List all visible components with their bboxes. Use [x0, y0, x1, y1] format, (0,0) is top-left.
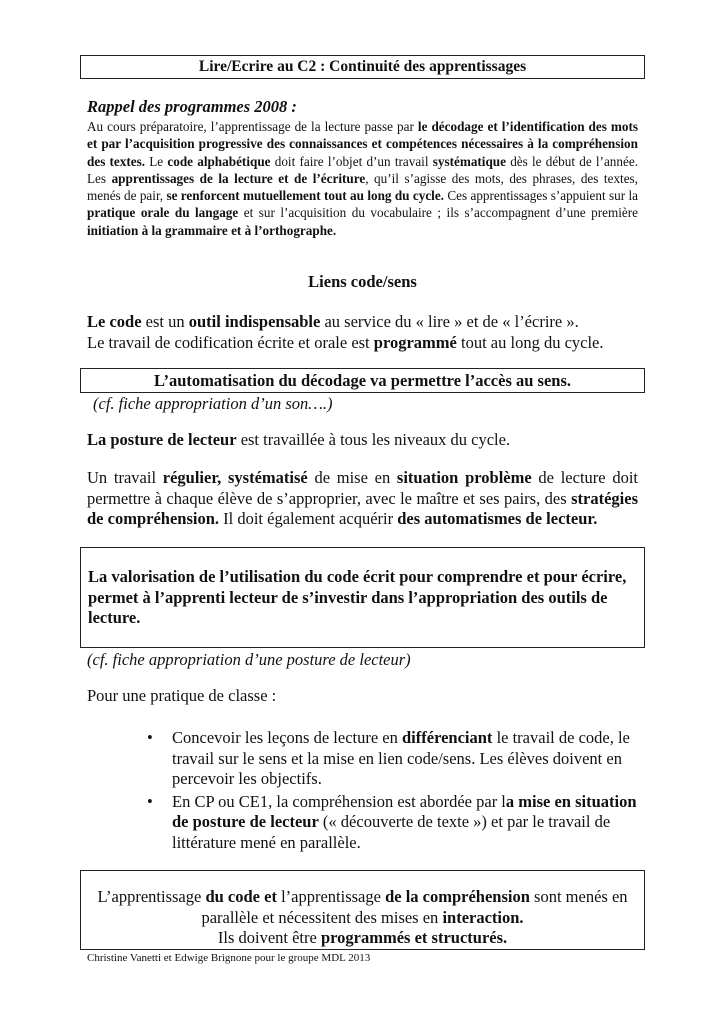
bold-text-run: du code et [205, 887, 277, 906]
bold-text-run: des automatismes de lecteur. [397, 509, 598, 528]
text-run: dès le début de l’année. Les [87, 153, 638, 186]
text-run: , qu’il s’agisse des mots, des phrases, des textes, menés de pair, [87, 170, 638, 204]
conclusion-box [80, 870, 645, 950]
bold-text-run: régulier, systématisé [162, 468, 308, 487]
code-line-2 [87, 333, 638, 354]
bold-text-run: initiation à la grammaire et à l’orthographe. [87, 222, 337, 238]
text-run: parallèle et nécessitent des mises en [201, 907, 443, 927]
list-item [147, 728, 642, 790]
cf-son-reference: (cf. fiche appropriation d’un son….) [93, 394, 333, 413]
footer-credit: Christine Vanetti et Edwige Brignone pour le groupe MDL 2013 [87, 952, 371, 964]
bold-text-run: le décodage et l’identification des mots et par l’acquisition progressive des connaissances et compétences nécessaires à la compréhension des textes. [87, 119, 638, 169]
text-run: au service du « lire » et de « l’écrire ». [320, 312, 579, 331]
list-item [147, 791, 642, 854]
bold-text-run: de la compréhension [385, 887, 530, 906]
valorisation-text: La valorisation de l’utilisation du code écrit pour comprendre et pour écrire, permet à l’apprenti lecteur de s’investir dans l’appropriation des outils de lecture. [88, 567, 627, 627]
rappel-paragraph [87, 118, 638, 239]
bold-text-run: situation problème [396, 468, 532, 487]
text-run: doit faire l’objet d’un travail [270, 153, 433, 169]
text-run: En CP ou CE1, la compréhension est abordée par l [172, 791, 506, 811]
liens-heading: Liens code/sens [308, 272, 417, 291]
cf-posture-reference: (cf. fiche appropriation d’une posture de lecteur) [87, 650, 411, 669]
text-run: est travaillée à tous les niveaux du cycle. [236, 430, 511, 449]
text-run: Ils doivent être [217, 928, 321, 947]
bold-text-run: programmé [373, 332, 457, 352]
bold-text-run: a mise en situation de posture de lecteur [172, 791, 637, 831]
rappel-heading: Rappel des programmes 2008 : [87, 97, 297, 116]
pratique-intro: Pour une pratique de classe : [87, 686, 277, 705]
text-run: L’apprentissage [97, 887, 206, 906]
bold-text-run: différenciant [402, 728, 493, 747]
text-run: est un [141, 312, 189, 331]
text-run: sont menés en [529, 887, 628, 906]
bold-text-run: pratique orale du langage [87, 205, 239, 221]
pratique-list [147, 728, 642, 855]
bold-text-run: stratégies de compréhension. [87, 488, 638, 528]
text-run: de mise en [307, 468, 397, 487]
bold-text-run: se renforcent mutuellement tout au long du cycle. [166, 188, 444, 204]
text-run: Un travail [87, 468, 163, 487]
text-run: le travail de code, le travail sur le sens et la mise en lien code/sens. Les élèves doivent en percevoir les objectifs. [172, 728, 630, 788]
text-run: Concevoir les leçons de lecture en [172, 728, 402, 747]
bold-text-run: interaction. [442, 907, 524, 927]
bold-text-run: code alphabétique [167, 153, 271, 169]
text-run: Le travail de codification écrite et orale est [87, 332, 374, 352]
conclusion-line-1 [81, 887, 644, 908]
bold-text-run: Le code [87, 312, 142, 331]
text-run: et sur l’acquisition du vocabulaire ; ils s’accompagnent d’une première [238, 205, 638, 221]
document-title: Lire/Ecrire au C2 : Continuité des apprentissages [80, 55, 645, 79]
bold-text-run: apprentissages de la lecture et de l’écriture [111, 170, 366, 186]
bold-text-run: La posture de lecteur [87, 430, 237, 449]
valorisation-box [80, 547, 645, 648]
list-item-text [172, 792, 637, 852]
text-run: Ces apprentissages s’appuient sur la [443, 188, 638, 204]
conclusion-line-2 [81, 908, 644, 929]
text-run: l’apprentissage [276, 887, 386, 906]
conclusion-line-3 [81, 928, 644, 949]
travail-paragraph [87, 468, 638, 530]
text-run: de lecture doit permettre à chaque élève de s’approprier, avec le maître et ses pairs, des [87, 468, 638, 508]
code-line-1 [87, 312, 638, 333]
bullet-icon: • [147, 791, 153, 811]
automatisation-box: L’automatisation du décodage va permettre l’accès au sens. [80, 368, 645, 393]
bold-text-run: programmés et structurés. [320, 928, 508, 947]
list-item-text [172, 728, 630, 788]
bold-text-run: outil indispensable [188, 312, 321, 331]
posture-paragraph [87, 430, 638, 451]
text-run: Il doit également acquérir [219, 509, 398, 528]
text-run: (« découverte de texte ») et par le travail de littérature mené en parallèle. [172, 812, 611, 852]
text-run: tout au long du cycle. [456, 332, 604, 352]
bold-text-run: systématique [432, 153, 506, 169]
code-paragraph [87, 312, 638, 353]
bullet-icon: • [147, 728, 153, 747]
text-run: Au cours préparatoire, l’apprentissage de la lecture passe par [87, 119, 418, 134]
text-run: Le [145, 153, 168, 169]
